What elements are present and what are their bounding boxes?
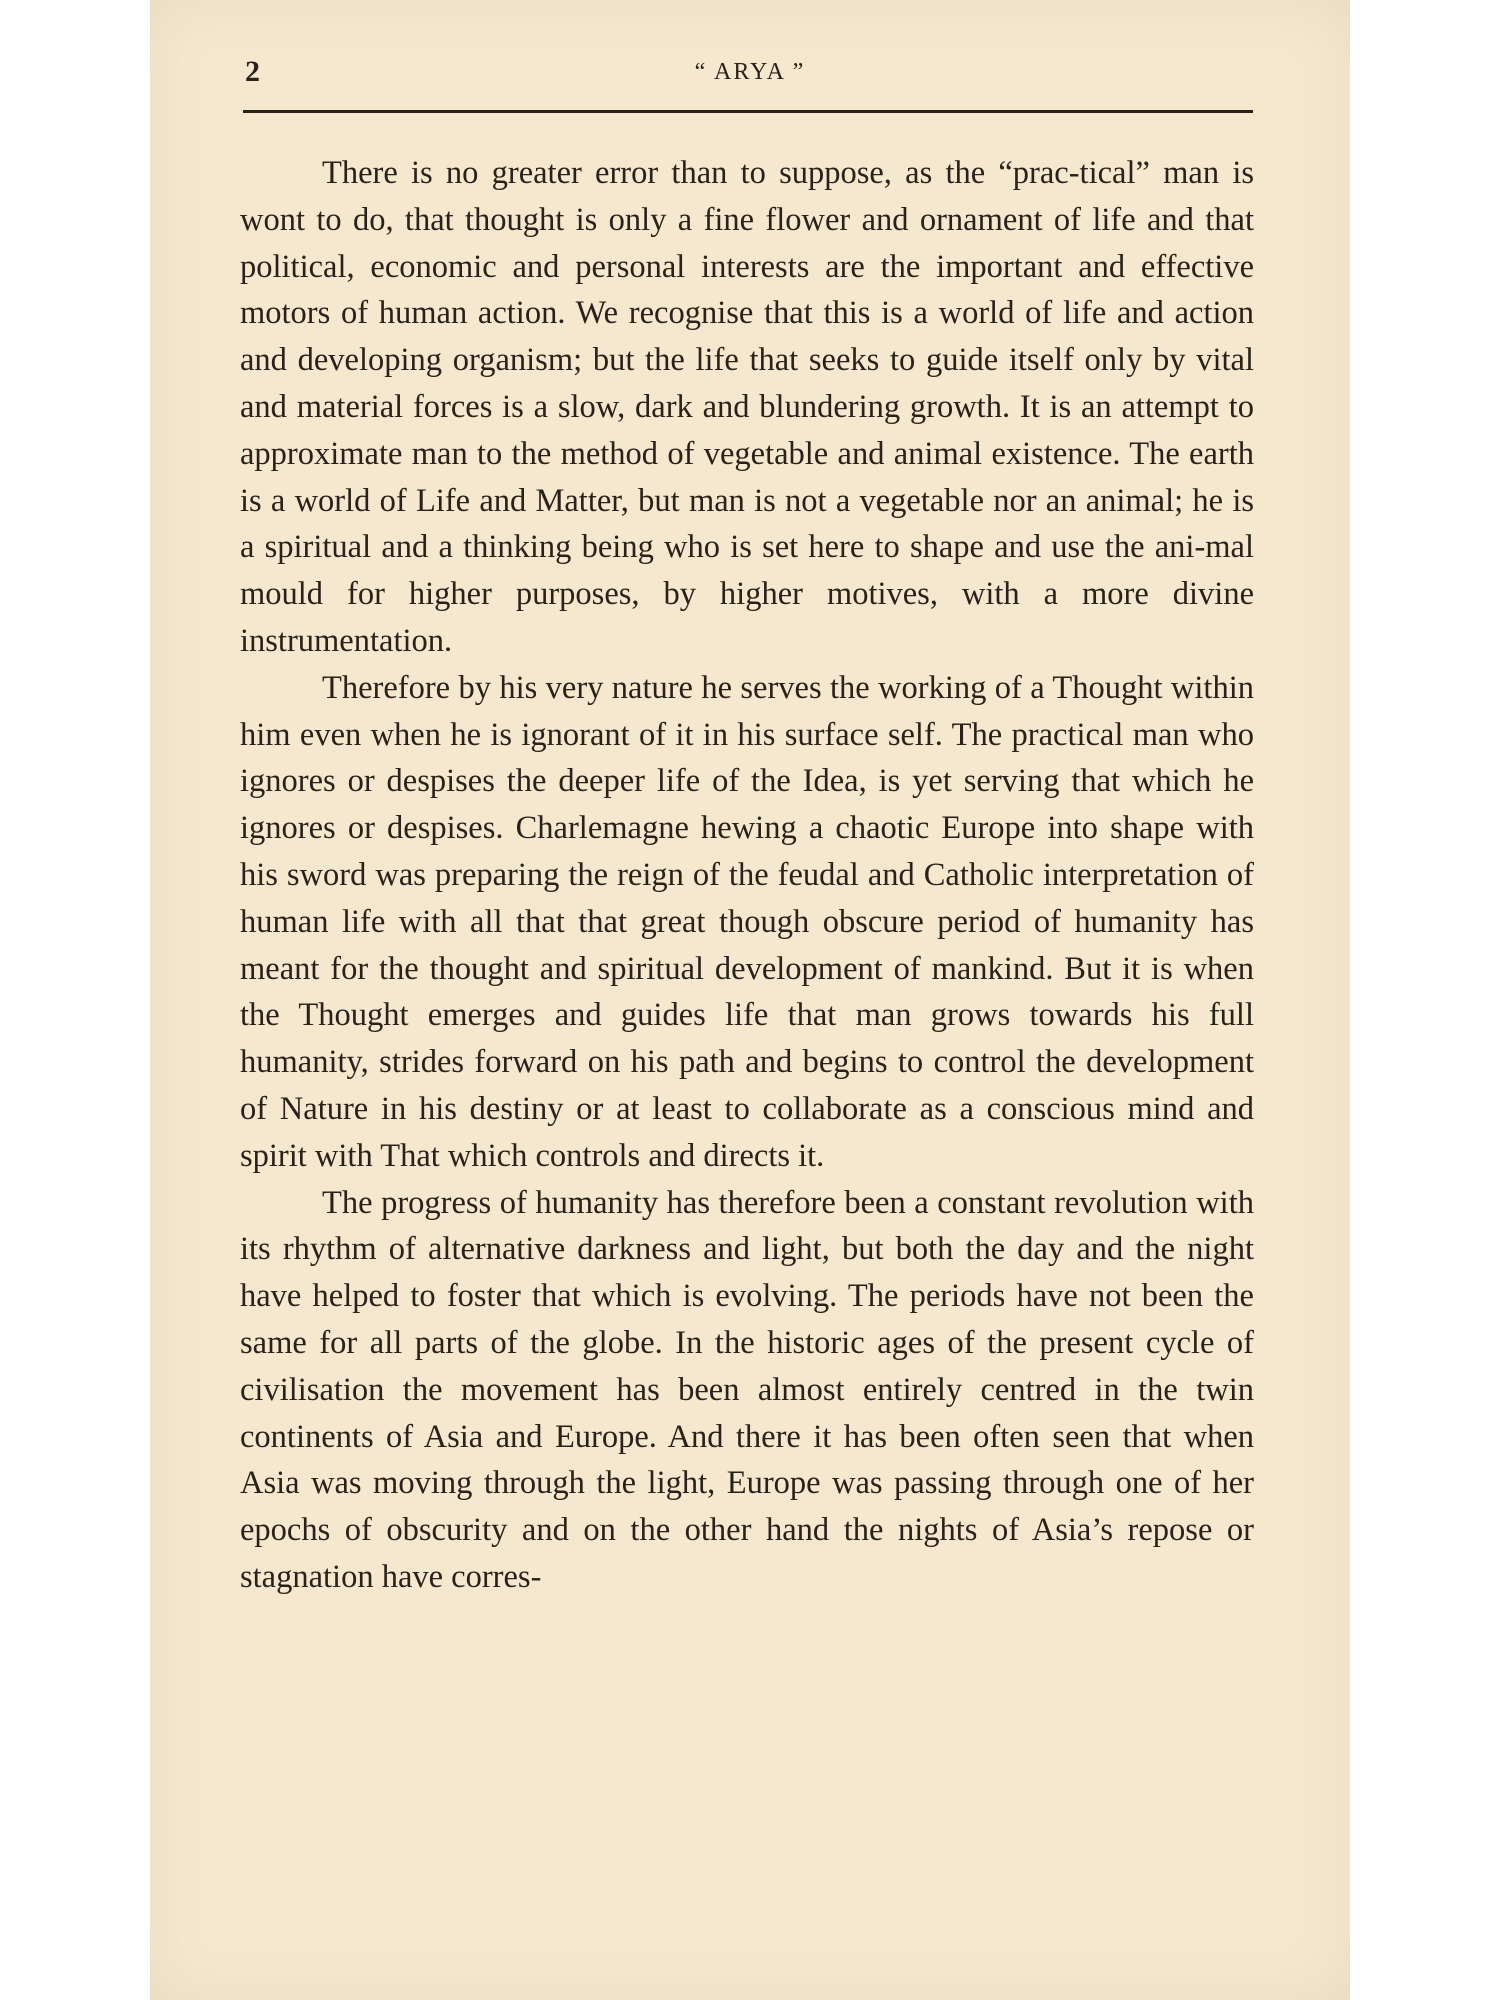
running-head: “ ARYA ”	[694, 59, 806, 85]
paragraph: Therefore by his very nature he serves the working of a Thought within him even when he is ignorant of it in his surface self. The practical man who ignores or despises the deeper life of the Idea, is yet serving that which he ignores or despises. Charlemagne hewing a chaotic Europe into shape with his sword was preparing the reign of the feudal and Catholic interpretation of human life with all that that great though obscure period of humanity has meant for the thought and spiritual development of mankind. But it is when the Thought emerges and guides life that man grows towards his full humanity, strides forward on his path and begins to control the development of Nature in his destiny or at least to collaborate as a conscious mind and spirit with That which controls and directs it.	[240, 669, 1254, 1174]
page-header	[245, 55, 1255, 105]
paragraph: There is no greater error than to suppose, as the “prac-tical” man is wont to do, that thought is only a fine flower and ornament of life and that political, economic and personal interests are the important and effective motors of human action. We recognise that this is a world of life and action and developing organism; but the life that seeks to guide itself only by vital and material forces is a slow, dark and blundering growth. It is an attempt to approximate man to the method of vegetable and animal existence. The earth is a world of Life and Matter, but man is not a vegetable nor an animal; he is a spiritual and a thinking being who is set here to shape and use the ani-mal mould for higher purposes, by higher motives, with a more divine instrumentation.	[240, 155, 1254, 659]
body-text	[240, 150, 1254, 1601]
page-number: 2	[245, 55, 260, 88]
header-rule	[243, 110, 1253, 113]
paragraph: The progress of humanity has therefore been a constant revolution with its rhythm of alternative darkness and light, but both the day and the night have helped to foster that which is evolving. The periods have not been the same for all parts of the globe. In the historic ages of the present cycle of civilisation the movement has been almost entirely centred in the twin continents of Asia and Europe. And there it has been often seen that when Asia was moving through the light, Europe was passing through one of her epochs of obscurity and on the other hand the nights of Asia’s repose or stagnation have corres-	[240, 1184, 1254, 1595]
book-page	[150, 0, 1350, 2000]
